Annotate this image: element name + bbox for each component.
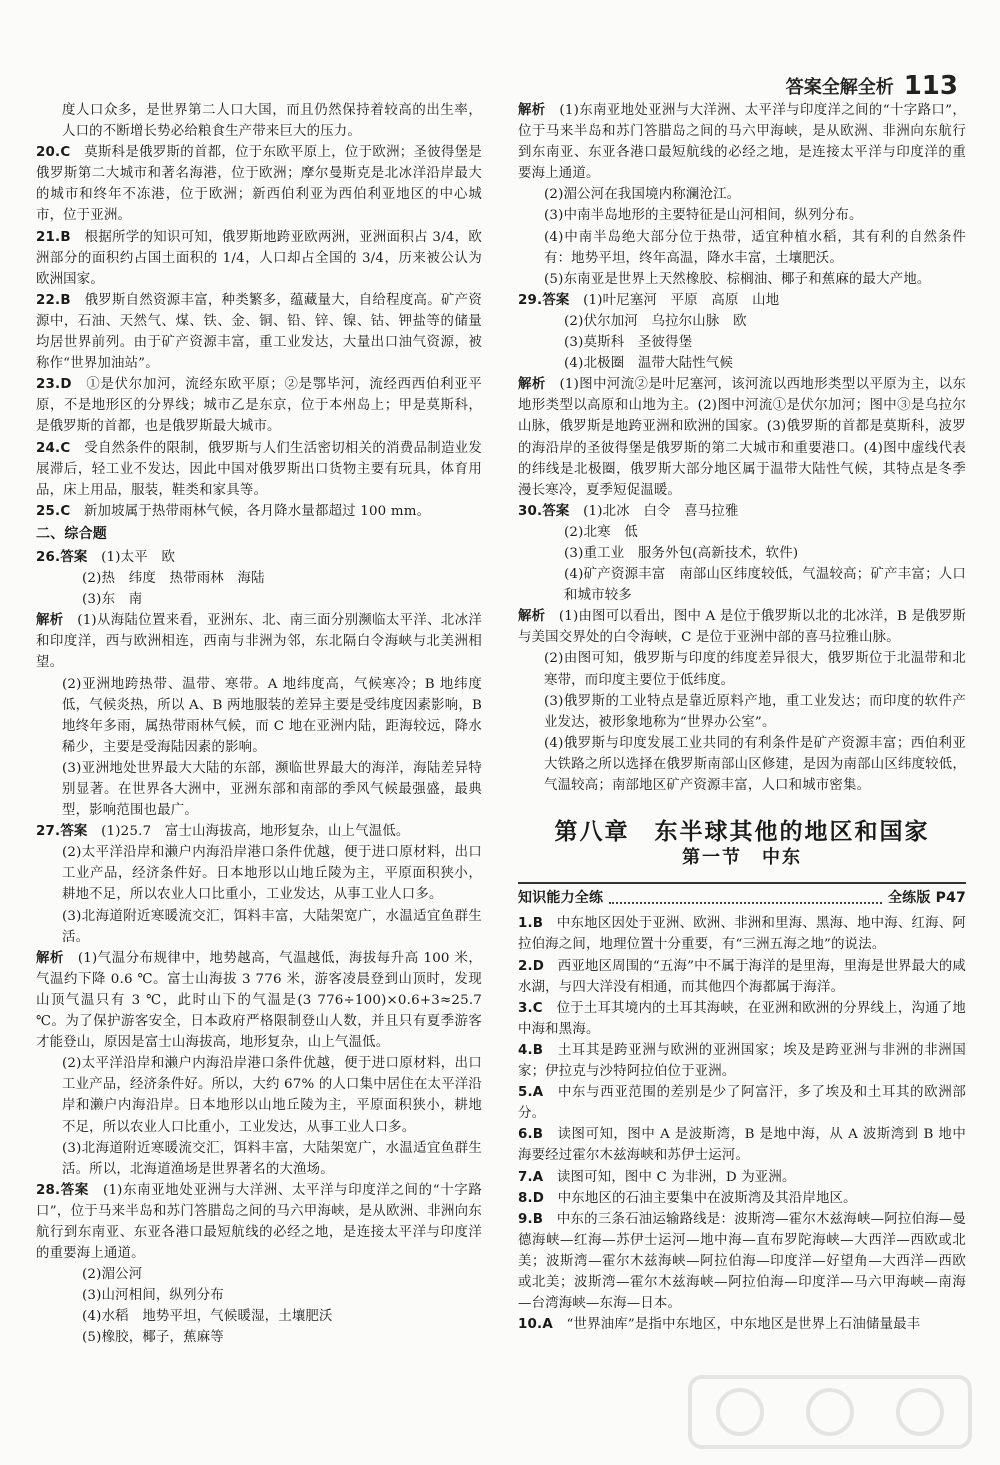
body-text: (1)25.7 富士山海拔高，地形复杂，山上气温低。 [101, 824, 410, 840]
body-text: (4)矿产资源丰富 南部山区纬度较低，气温较高；矿产丰富；人口和城市较多 [564, 567, 966, 604]
body-text: 根据所学的知识可知，俄罗斯地跨亚欧两洲，亚洲面积占 3/4，欧洲部分的面积约占国土面积的 1/4，人口却占全国的 3/4，历来被公认为欧洲国家。 [36, 229, 482, 287]
text-line [518, 332, 966, 353]
answer-number: 21.B [36, 229, 71, 245]
answer-item [518, 1314, 966, 1335]
text-line [36, 842, 482, 905]
explanation-block [518, 606, 966, 648]
answer-item [36, 290, 482, 374]
body-text: 读图可知，图中 C 为非洲，D 为亚洲。 [556, 1169, 796, 1185]
body-text: (1)太平 欧 [101, 549, 176, 565]
body-text: 读图可知，图中 A 是波斯湾，B 是地中海，从 A 波斯湾到 B 地中海要经过霍尔木兹海峡和苏伊士运河。 [518, 1127, 966, 1164]
watermark-logo [680, 1367, 980, 1457]
answer-item [518, 1167, 966, 1188]
answer-item [518, 998, 966, 1040]
body-text: 土耳其是跨亚洲与欧洲的亚洲国家；埃及是跨亚洲与非洲的非洲国家；伊拉克与沙特阿拉伯位于亚洲。 [518, 1042, 966, 1080]
body-text: 西亚地区周围的“五海”中不属于海洋的是里海，里海是世界最大的咸水湖，与四大洋没有相通，而其他四个海都属于海洋。 [518, 958, 967, 995]
answer-item [518, 956, 966, 998]
text-line [36, 1306, 482, 1327]
body-text: 度人口众多，是世界第二人口大国，而且仍然保持着较高的出生率，人口的不断增长势必给粮食生产带来巨大的压力。 [62, 103, 482, 140]
body-text: (1)气温分布规律中，地势越高，气温越低，海拔每升高 100 米，气温约下降 0.6 ℃。富士山海拔 3 776 米，游客凌晨登到山顶时，发现山顶气温只有 3 ℃，此时山下的气温是(3 776÷100)×0.6+3≈25.7 ℃。为了保护游客安全，日本政府严格限制登山人数，并且只有夏季游客才能登山，原因是富士山海拔高，地形复杂，山上气温低。 [36, 950, 482, 1051]
answer-item [518, 501, 966, 522]
answer-item [36, 142, 482, 226]
answer-item [36, 501, 482, 522]
body-text: (2)湄公河 [82, 1267, 143, 1283]
body-text: 受自然条件的限制，俄罗斯与人们生活密切相关的消费品制造业发展滞后，轻工业不发达，因此中国对俄罗斯出口货物主要有玩具，体育用品，床上用品，服装，鞋类和家具等。 [36, 440, 482, 498]
practice-band [518, 882, 966, 909]
text-line [518, 184, 966, 205]
body-text: (3)北海道附近寒暖流交汇，饵料丰富，大陆架宽广，水温适宜鱼群生活。 [62, 908, 482, 945]
body-text: (2)热 纬度 热带雨林 海陆 [82, 571, 265, 587]
explanation-label: 解析 [36, 613, 64, 629]
body-text: (1)叶尼塞河 平原 高原 山地 [583, 292, 780, 308]
answer-number: 25.C [36, 503, 71, 519]
body-text: ①是伏尔加河，流经东欧平原；②是鄂毕河，流经西西伯利亚平原，不是地形区的分界线；城市乙是东京，位于本州岛上；甲是莫斯科，是俄罗斯的首都，也是俄罗斯最大城市。 [36, 377, 482, 435]
text-line [518, 205, 966, 226]
text-line [36, 1138, 482, 1180]
answer-item [36, 374, 482, 437]
explanation-label: 解析 [518, 377, 546, 393]
text-line [36, 1053, 482, 1137]
answer-number: 23.D [36, 377, 72, 393]
explanation-label: 解析 [36, 950, 64, 966]
answer-item [36, 227, 482, 290]
answer-number: 4.B [518, 1042, 544, 1058]
body-text: (1)从海陆位置来看，亚洲东、北、南三面分别濒临太平洋、北冰洋和印度洋，西与欧洲相连，西南与非洲为邻，东北隔白令海峡与北美洲相望。 [36, 613, 482, 671]
dotted-leader [609, 894, 882, 904]
top-scan-edge [0, 0, 1000, 18]
text-line [36, 589, 482, 610]
body-text: (2)太平洋沿岸和濑户内海沿岸港口条件优越，便于进口原材料，出口工业产品，经济条件好。日本地形以山地丘陵为主，平原面积狭小，耕地不足，所以农业人口比重小，工业发达，从事工业人口多。 [62, 845, 482, 903]
text-line [518, 522, 966, 543]
body-text: 莫斯科是俄罗斯的首都，位于东欧平原上，位于欧洲；圣彼得堡是俄罗斯第二大城市和著名海港，位于欧洲；摩尔曼斯克是北冰洋沿岸最大的城市和终年不冻港，位于欧洲；新西伯利亚为西伯利亚地区的中心城市，位于亚洲。 [36, 145, 482, 224]
explanation-block [518, 100, 966, 184]
text-line [518, 691, 966, 733]
body-text: (3)东 南 [82, 592, 143, 608]
body-text: (3)重工业 服务外包(高新技术，软件) [564, 545, 799, 561]
answer-number: 6.B [518, 1127, 544, 1143]
section-heading: 二、综合题 [36, 525, 107, 542]
body-text: (1)东南亚地处亚洲与大洋洲、太平洋与印度洋之间的“十字路口”，位于马来半岛和苏门答腊岛之间的马六甲海峡，是从欧洲、非洲向东航行到东南亚、东亚各港口最短航线的必经之地，是连接太平洋与印度洋的重要海上通道。 [36, 1182, 482, 1262]
answer-item [36, 547, 482, 568]
section-title: 第一节 中东 [682, 847, 802, 869]
body-text: 位于土耳其境内的土耳其海峡，在亚洲和欧洲的分界线上，沟通了地中海和黑海。 [518, 1000, 967, 1037]
answer-item [518, 1188, 966, 1209]
answer-number: 5.A [518, 1085, 544, 1101]
answer-number: 7.A [518, 1169, 544, 1185]
body-text: (2)由图可知，俄罗斯与印度的纬度差异很大，俄罗斯位于北温带和北寒带，而印度主要位于低纬度。 [544, 651, 966, 688]
body-text: 中东与西亚范围的差别是少了阿富汗，多了埃及和土耳其的欧洲部分。 [518, 1085, 966, 1122]
text-line [36, 1264, 482, 1285]
body-text: 中东的三条石油运输路线是：波斯湾—霍尔木兹海峡—阿拉伯海—曼德海峡—红海—苏伊士运河—地中海—直布罗陀海峡—大西洋—西欧或北美；波斯湾—霍尔木兹海峡—阿拉伯海—印度洋—好望角—大西洋—西欧或北美；波斯湾—霍尔木兹海峡—阿拉伯海—印度洋—马六甲海峡—南海—台湾海峡—东海—日本。 [518, 1211, 966, 1312]
answer-number: 2.D [518, 958, 545, 974]
answer-number: 22.B [36, 292, 71, 308]
body-text: (1)北冰 白令 喜马拉雅 [583, 503, 739, 519]
explanation-label: 解析 [518, 609, 546, 625]
body-text: 中东地区因处于亚洲、欧洲、非洲和里海、黑海、地中海、红海、阿拉伯海之间，地理位置十分重要，有“三洲五海之地”的说法。 [518, 916, 966, 953]
right-column [518, 100, 966, 1335]
text-line [518, 648, 966, 690]
body-text: (4)水稻 地势平坦，气候暖湿，土壤肥沃 [82, 1309, 333, 1325]
left-column [36, 100, 482, 1349]
header-title: 答案全解全析 [785, 77, 894, 98]
body-text: (5)东南亚是世界上天然橡胶、棕榈油、椰子和蕉麻的最大产地。 [544, 271, 931, 287]
body-text: (1)东南亚地处亚洲与大洋洲、太平洋与印度洋之间的“十字路口”，位于马来半岛和苏门答腊岛之间的马六甲海峡，是从欧洲、非洲向东航行到东南亚、东亚各港口最短航线的必经之地，是连接太平洋与印度洋的重要海上通道。 [518, 103, 967, 182]
text-line [518, 543, 966, 564]
body-text: (3)亚洲地处世界最大大陆的东部，濒临世界最大的海洋，海陆差异特别显著。在世界各大洲中，亚洲东部和南部的季风气候最强盛，最典型，影响范围也最广。 [62, 760, 482, 819]
text-line [36, 100, 482, 142]
answer-number: 29.答案 [518, 292, 570, 308]
text-line [518, 353, 966, 374]
body-text: (3)俄罗斯的工业特点是靠近原料产地，重工业发达；而印度的软件产业发达，被形象地称为“世界办公室”。 [544, 693, 966, 730]
answer-number: 30.答案 [518, 503, 570, 519]
band-label: 知识能力全练 [518, 890, 604, 907]
answer-item [518, 913, 966, 955]
text-line [518, 311, 966, 332]
body-text: (5)橡胶，椰子，蕉麻等 [82, 1330, 224, 1346]
body-text: (4)俄罗斯与印度发展工业共同的有利条件是矿产资源丰富；西伯利亚大铁路之所以选择在俄罗斯南部山区修建，是因为南部山区纬度较低，气温较高；南部地区矿产资源丰富，人口和城市密集。 [544, 735, 966, 793]
answer-number: 24.C [36, 440, 71, 456]
answer-number: 10.A [518, 1317, 553, 1333]
answer-item [36, 1180, 482, 1264]
body-text: (3)莫斯科 圣彼得堡 [564, 335, 693, 351]
text-line [36, 1327, 482, 1348]
body-text: (4)北极圈 温带大陆性气候 [564, 356, 734, 372]
text-line [518, 733, 966, 796]
answer-item [518, 1082, 966, 1124]
answer-number: 26.答案 [36, 549, 88, 565]
text-line [36, 1285, 482, 1306]
text-line [518, 564, 966, 606]
body-text: (2)亚洲地跨热带、温带、寒带。A 地纬度高，气候寒冷；B 地纬度低，气候炎热，所以 A、B 两地服装的差异主要是受纬度因素影响，B 地终年多雨，属热带雨林气候，而 C 地在亚洲内陆，距海较远，降水稀少，主要是受海陆因素的影响。 [62, 676, 482, 755]
explanation-label: 解析 [518, 103, 546, 118]
answer-number: 1.B [518, 916, 544, 932]
text-line [36, 758, 482, 821]
text-line [518, 269, 966, 290]
answer-item [518, 1124, 966, 1166]
answer-item [518, 1209, 966, 1314]
answer-number: 3.C [518, 1000, 543, 1016]
chapter-title: 第八章 东半球其他的地区和国家 [554, 819, 930, 846]
answer-number: 8.D [518, 1190, 545, 1206]
body-text: (4)中南半岛绝大部分位于热带，适宜种植水稻，其有利的自然条件有：地势平坦，终年高温，降水丰富，土壤肥沃。 [544, 229, 966, 266]
answer-item [518, 290, 966, 311]
body-text: (1)图中河流②是叶尼塞河，该河流以西地形类型以平原为主，以东地形类型以高原和山地为主。(2)图中河流①是伏尔加河；图中③是乌拉尔山脉，俄罗斯是地跨亚洲和欧洲的国家。(3)俄罗斯的首都是莫斯科，波罗的海沿岸的圣彼得堡是俄罗斯的第二大城市和重要港口。(4)图中虚线代表的纬线是北极圈，俄罗斯大部分地区属于温带大陆性气候，其特点是冬季漫长寒冷，夏季短促温暖。 [518, 377, 966, 498]
body-text: (2)太平洋沿岸和濑户内海沿岸港口条件优越，便于进口原材料，出口工业产品，经济条件好。所以，大约 67% 的人口集中居住在太平洋沿岸和濑户内海沿岸。日本地形以山地丘陵为主，平原面积狭小，耕地不足，所以农业人口比重小，工业发达，从事工业人口多。 [62, 1056, 482, 1135]
answer-number: 20.C [36, 145, 71, 161]
answer-number: 9.B [518, 1211, 544, 1227]
explanation-block [36, 948, 482, 1053]
body-text: (2)湄公河在我国境内称澜沧江。 [544, 187, 741, 203]
body-text: (1)由图可以看出，图中 A 是位于俄罗斯以北的北冰洋，B 是俄罗斯与美国交界处的白令海峡，C 是位于亚洲中部的喜马拉雅山脉。 [518, 609, 966, 646]
body-text: 俄罗斯自然资源丰富，种类繁多，蕴藏量大，自给程度高。矿产资源中，石油、天然气、煤、铁、金、铜、铅、锌、镍、钴、钾盐等的储量均居世界前列。由于矿产资源丰富，重工业发达，大量出口油气资源，被称作“世界加油站”。 [36, 292, 482, 372]
body-text: 新加坡属于热带雨林气候，各月降水量都超过 100 mm。 [83, 503, 431, 519]
answer-item [36, 821, 482, 842]
band-page-ref: 全练版 P47 [887, 890, 966, 907]
text-line [36, 568, 482, 589]
body-text: (3)山河相间，纵列分布 [82, 1288, 224, 1304]
explanation-block [518, 374, 966, 501]
body-text: (2)伏尔加河 乌拉尔山脉 欧 [564, 313, 747, 329]
body-text: “世界油库”是指中东地区，中东地区是世界上石油储量最丰 [566, 1317, 921, 1333]
text-line [36, 674, 482, 758]
body-text: (2)北寒 低 [564, 524, 638, 540]
body-text: (3)北海道附近寒暖流交汇，饵料丰富，大陆架宽广，水温适宜鱼群生活。所以，北海道渔场是世界著名的大渔场。 [62, 1140, 482, 1177]
body-text: (3)中南半岛地形的主要特征是山河相间，纵列分布。 [544, 208, 863, 224]
text-line [518, 227, 966, 269]
page-number: 113 [903, 71, 958, 101]
answer-number: 27.答案 [36, 824, 88, 840]
answer-item [518, 1040, 966, 1082]
explanation-block [36, 610, 482, 673]
answer-item [36, 438, 482, 501]
body-text: 中东地区的石油主要集中在波斯湾及其沿岸地区。 [557, 1190, 857, 1206]
text-line [36, 906, 482, 948]
answer-number: 28.答案 [36, 1182, 89, 1198]
